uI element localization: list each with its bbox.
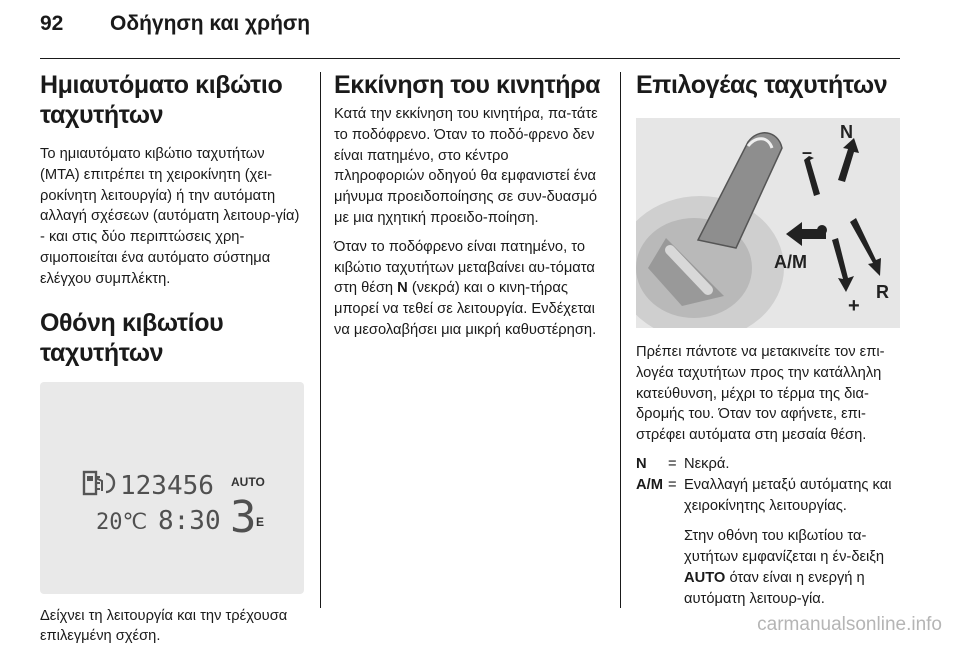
auto-indicator: AUTO — [231, 474, 265, 489]
auto-note-text-1: Στην οθόνη του κιβωτίου τα-χυτήτων εμφανίζεται η έν-δειξη — [684, 528, 885, 566]
arrow-minus-icon — [804, 156, 820, 196]
mta-paragraph: Το ημιαυτόματο κιβώτιο ταχυτήτων (MTA) επιτρέπει τη χειροκίνητη (χει-ροκίνητη λειτουργία) ή την αυτόματη αλλαγή σχέσεων (αυτόματη λειτουρ-γία) - και στις δύο περιπτώσεις χρη-σιμοποιείται ένα αυτόματο σύστημα ελέγχου συμπλέκτη. — [40, 146, 300, 287]
definition-term: A/M — [636, 476, 663, 493]
auto-note-text-2: όταν είναι η ενεργή η αυτόματη λειτουρ-γία. — [684, 569, 865, 607]
selector-paragraph: Πρέπει πάντοτε να μετακινείτε τον επι-λογέα ταχυτήτων προς την κατάλληλη κατεύθυνση, μέχρι το τέρμα της δια-δρομής του. Όταν τον αφήνετε, επι-στρέφει αυτόματα στη μεσαία θέση. — [636, 344, 885, 444]
label-r: R — [876, 282, 889, 302]
temperature-readout: 20℃ — [96, 509, 148, 535]
column-2 — [334, 70, 602, 341]
page-title: Οδήγηση και χρήση — [110, 12, 311, 35]
display-caption: Δείχνει τη λειτουργία και την τρέχουσα επιλεγμένη σχέση. — [40, 607, 288, 645]
section-heading-display: Οθόνη κιβωτίου ταχυτήτων — [40, 308, 224, 367]
definition-text: Νεκρά. — [684, 455, 730, 472]
gear-selector-illustration — [636, 118, 900, 328]
definition-text: Εναλλαγή μεταξύ αυτόματης και χειροκίνητης λειτουργίας. — [684, 476, 892, 514]
arrow-n-icon — [838, 138, 859, 182]
definition-row-n — [636, 454, 900, 475]
time-readout: 8:30 — [158, 505, 221, 536]
odometer-readout: 123456 — [120, 470, 214, 501]
p2-neutral-n: N — [397, 280, 408, 297]
watermark: carmanualsonline.info — [757, 614, 942, 635]
column-3 — [636, 70, 900, 610]
p2-text-2: (νεκρά) και ο κινη-τήρας μπορεί να τεθεί σε λειτουργία. Ενδέχεται να μεσολαβήσει μια μικρή καθυστέρηση. — [334, 280, 597, 338]
label-n: N — [840, 122, 853, 142]
definition-term: N — [636, 455, 647, 472]
p2-text-1: Όταν το ποδόφρενο είναι πατημένο, το κιβώτιο ταχυτήτων μεταβαίνει αυ-τόματα στη θέση — [334, 238, 595, 297]
section-heading-engine-start: Εκκίνηση του κινητήρα — [334, 71, 601, 99]
engine-start-paragraph-2 — [334, 237, 602, 341]
auto-note-bold: AUTO — [684, 569, 726, 586]
label-minus: – — [802, 142, 813, 162]
light-icon — [95, 474, 114, 492]
label-plus: + — [848, 295, 860, 317]
gear-indicator: 3 — [230, 491, 257, 543]
header-rule — [40, 58, 900, 59]
engine-start-paragraph-1: Κατά την εκκίνηση του κινητήρα, πα-τάτε το ποδόφρενο. Όταν το ποδό-φρενο δεν είναι πατημένο, στο κέντρο πληροφοριών οδηγού θα εμφανιστεί ένα μήνυμα προειδοποίησης σε συν-δυασμό με μια ηχητική προειδο-ποίηση. — [334, 106, 598, 226]
label-am: A/M — [774, 252, 807, 272]
definition-row-am — [636, 475, 900, 610]
arrow-plus-icon — [832, 238, 854, 292]
gear-suffix: E — [256, 514, 265, 529]
auto-note — [684, 526, 900, 609]
definition-body — [684, 475, 900, 610]
page-number: 92 — [40, 12, 64, 35]
definition-eq: = — [668, 455, 677, 472]
column-divider-2 — [620, 72, 621, 608]
arrow-r-icon — [850, 218, 881, 276]
column-divider-1 — [320, 72, 321, 608]
section-heading-mta: Ημιαυτόματο κιβώτιο ταχυτήτων — [40, 71, 283, 129]
section-heading-selector: Επιλογέας ταχυτήτων — [636, 71, 888, 99]
definitions-list — [636, 454, 900, 610]
gearbox-display-illustration — [40, 382, 304, 594]
column-1 — [40, 70, 306, 647]
definition-eq: = — [668, 476, 677, 493]
